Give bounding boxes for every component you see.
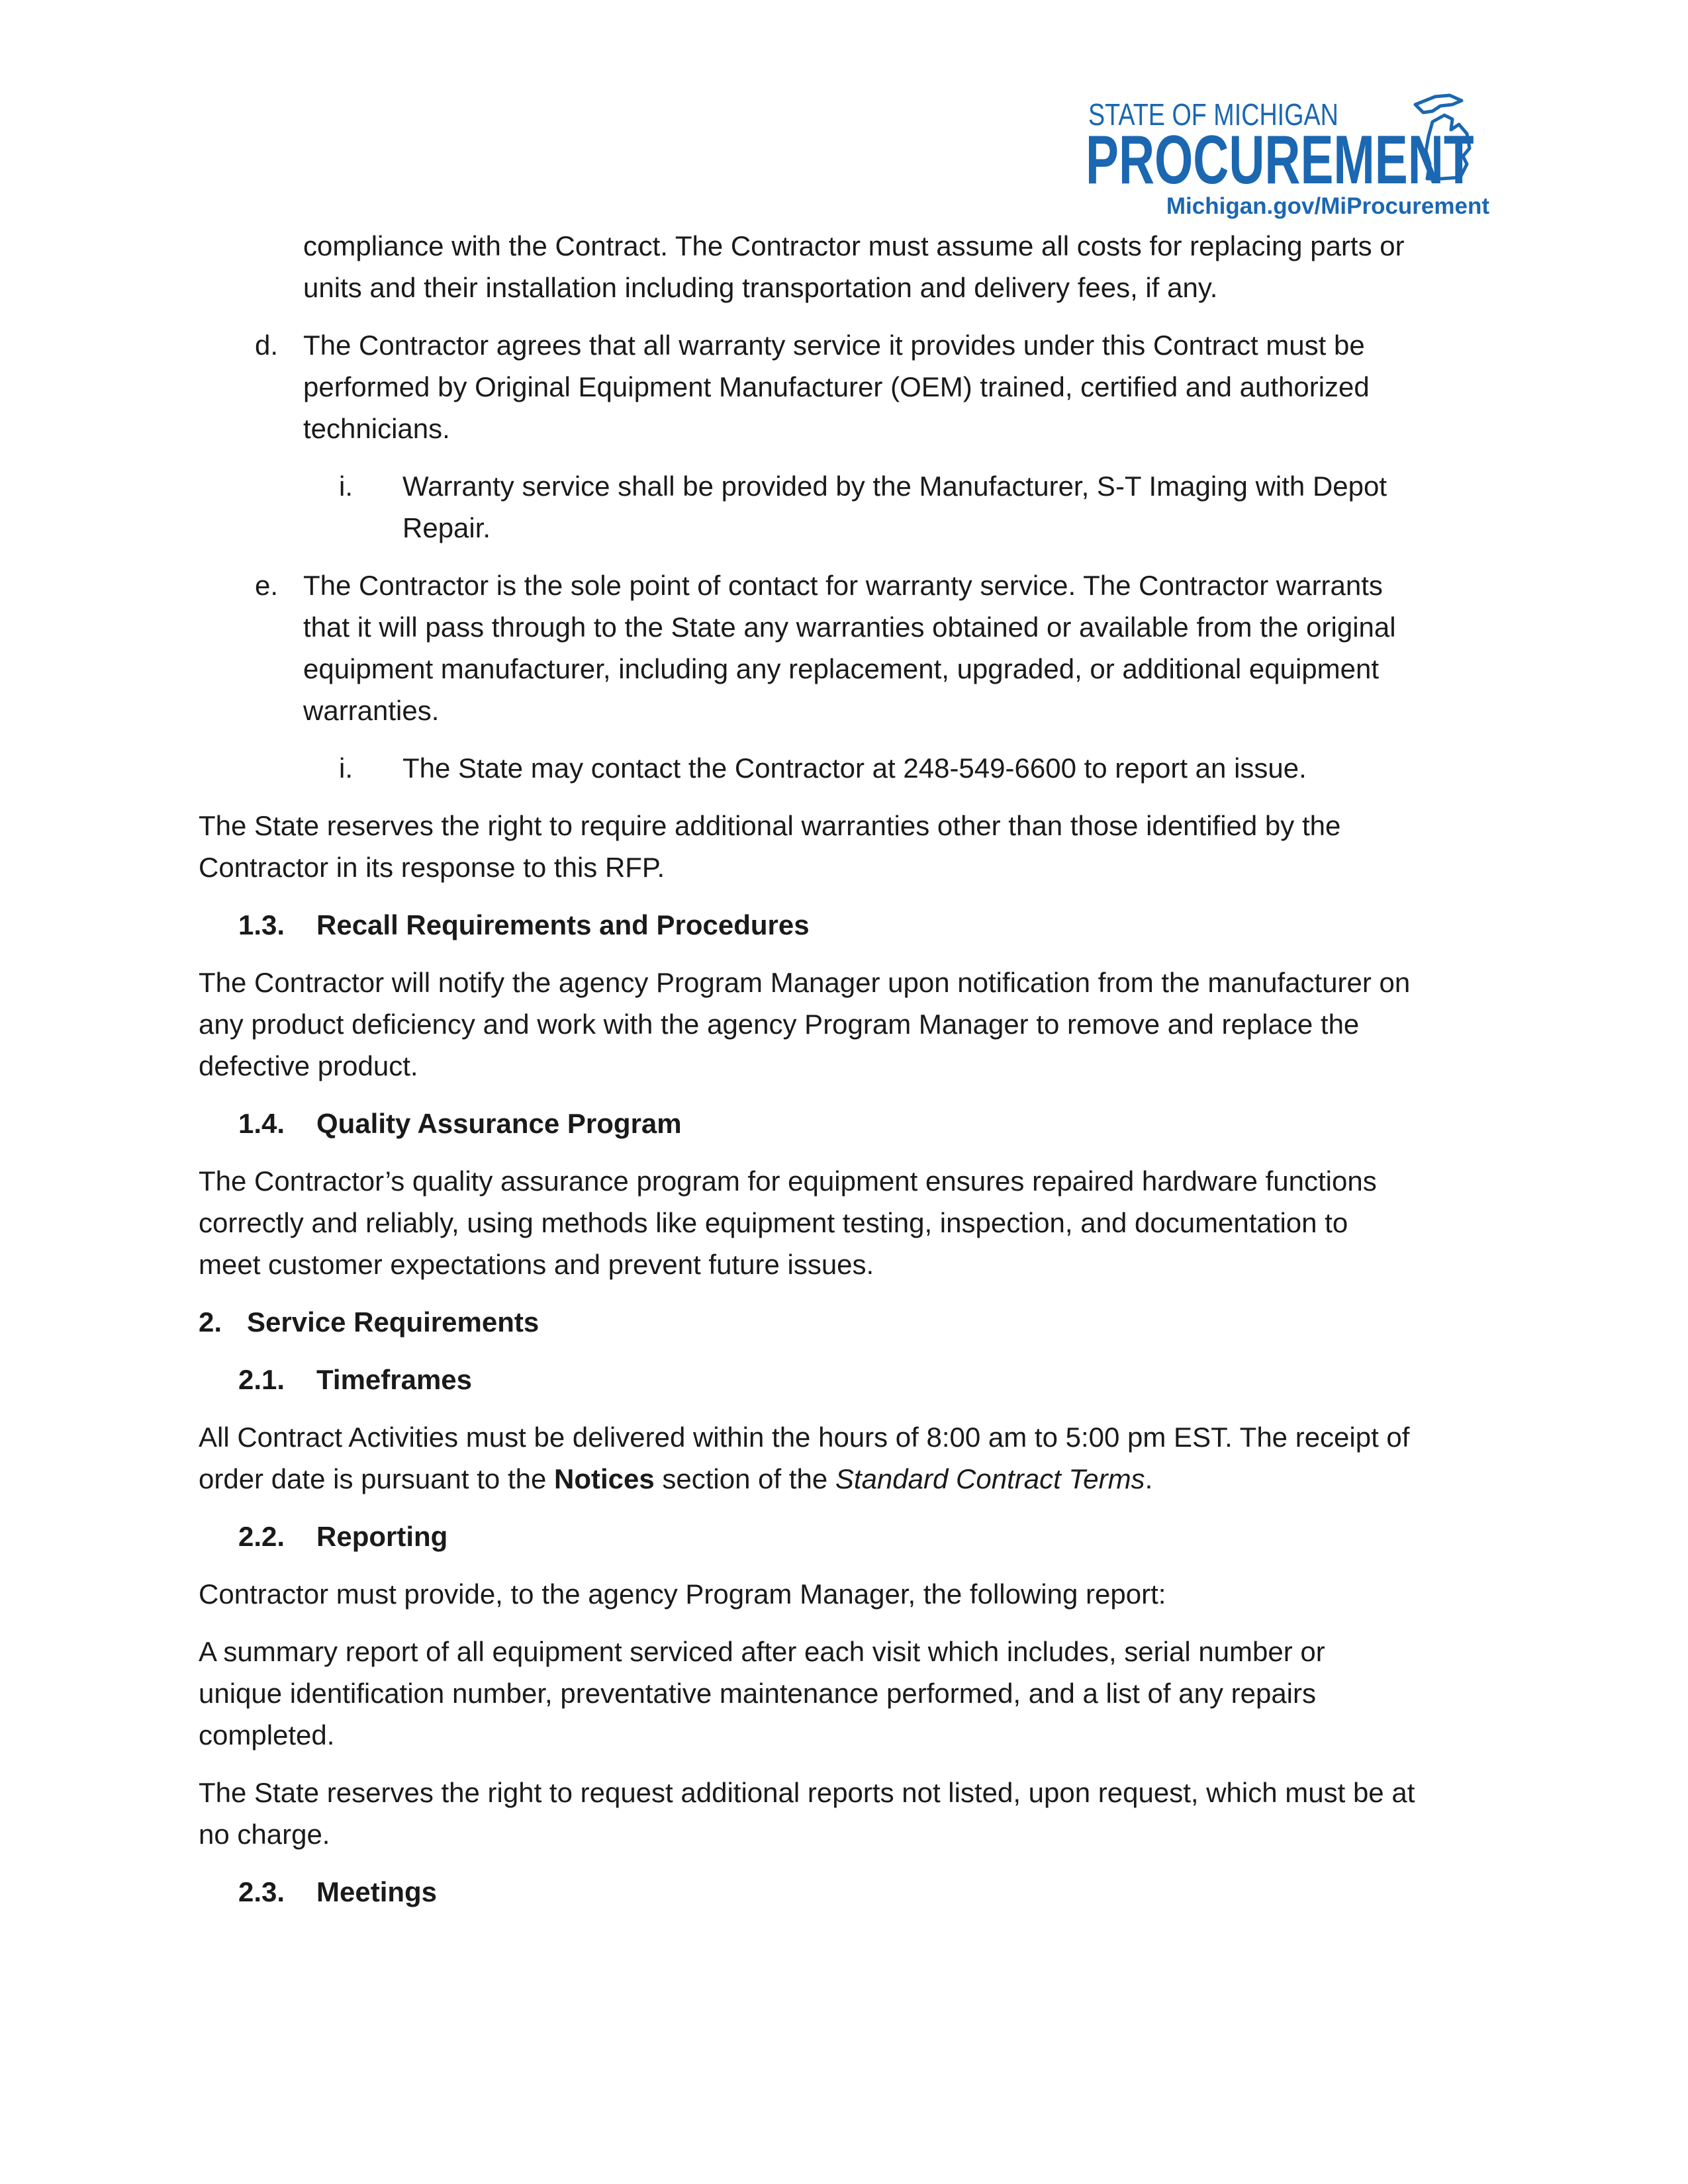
item-d-sub-marker: i. (339, 471, 353, 502)
logo-url: Michigan.gov/MiProcurement (1166, 193, 1489, 219)
section-2-2-title: Reporting (316, 1521, 448, 1552)
section-2-2-number: 2.2. (238, 1521, 285, 1552)
section-1-3-line-2: any product deficiency and work with the agency Program Manager to remove and replace the (199, 1009, 1360, 1040)
section-1-3-line-3: defective product. (199, 1050, 418, 1081)
item-e-sub-marker: i. (339, 752, 353, 784)
item-d-line-3: technicians. (303, 413, 450, 444)
item-d-sub-line-2: Repair. (402, 512, 491, 543)
section-1-4-line-3: meet customer expectations and prevent future issues. (199, 1249, 874, 1280)
section-1-3-line-1: The Contractor will notify the agency Program Manager upon notification from the manufacturer on (199, 967, 1411, 998)
michigan-map-icon (1389, 93, 1488, 185)
section-1-4-line-1: The Contractor’s quality assurance program for equipment ensures repaired hardware functions (199, 1165, 1377, 1197)
section-2-1-number: 2.1. (238, 1364, 285, 1395)
section-1-4-title: Quality Assurance Program (316, 1108, 682, 1139)
procurement-logo (1079, 93, 1503, 225)
section-1-4-number: 1.4. (238, 1108, 285, 1139)
item-d-line-2: performed by Original Equipment Manufacturer (OEM) trained, certified and authorized (303, 371, 1370, 402)
section-2-1-title: Timeframes (316, 1364, 473, 1395)
section-2-2-para-3-line-1: The State reserves the right to request additional reports not listed, upon request, which must be at (199, 1777, 1415, 1808)
line-text: . (1145, 1463, 1153, 1494)
section-1-3-number: 1.3. (238, 909, 285, 940)
section-2-1-line-2 (199, 1458, 1152, 1500)
line-text: section of the (654, 1463, 835, 1494)
section-2-title: Service Requirements (247, 1306, 539, 1338)
section-2-1-line-1: All Contract Activities must be delivered within the hours of 8:00 am to 5:00 pm EST. The receipt of (199, 1422, 1410, 1453)
logo-state-text: STATE OF MICHIGAN (1088, 97, 1338, 132)
state-reserves-line-1: The State reserves the right to require additional warranties other than those identified by the (199, 810, 1341, 841)
item-e-line-3: equipment manufacturer, including any replacement, upgraded, or additional equipment (303, 653, 1380, 684)
section-2-number: 2. (199, 1306, 222, 1338)
state-reserves-line-2: Contractor in its response to this RFP. (199, 852, 665, 883)
item-d-line-1: The Contractor agrees that all warranty service it provides under this Contract must be (303, 330, 1365, 361)
logo-procurement-text: PROCUREMENT (1086, 122, 1474, 199)
item-c-line-1: compliance with the Contract. The Contractor must assume all costs for replacing parts or (303, 230, 1405, 261)
section-2-2-para-3-line-2: no charge. (199, 1819, 330, 1850)
section-2-3-number: 2.3. (238, 1876, 285, 1907)
section-2-2-para-2-line-1: A summary report of all equipment serviced after each visit which includes, serial number or (199, 1636, 1325, 1667)
item-c-line-2: units and their installation including transportation and delivery fees, if any. (303, 272, 1218, 303)
item-d-sub-line-1: Warranty service shall be provided by the Manufacturer, S-T Imaging with Depot (402, 471, 1387, 502)
item-e-line-1: The Contractor is the sole point of contact for warranty service. The Contractor warrants (303, 570, 1383, 601)
item-d-marker: d. (255, 330, 279, 361)
item-e-sub-line-1: The State may contact the Contractor at 248-549-6600 to report an issue. (402, 752, 1307, 784)
standard-contract-terms-text: Standard Contract Terms (835, 1463, 1145, 1494)
item-e-line-4: warranties. (303, 695, 440, 726)
section-2-3-title: Meetings (316, 1876, 438, 1907)
notices-link-text: Notices (554, 1463, 655, 1494)
section-1-4-line-2: correctly and reliably, using methods like equipment testing, inspection, and documentation to (199, 1207, 1348, 1238)
item-e-line-2: that it will pass through to the State any warranties obtained or available from the original (303, 612, 1396, 643)
section-1-3-title: Recall Requirements and Procedures (316, 909, 810, 940)
section-2-2-para-2-line-2: unique identification number, preventative maintenance performed, and a list of any repairs (199, 1678, 1316, 1709)
line-text: order date is pursuant to the (199, 1463, 554, 1494)
section-2-2-para-2-line-3: completed. (199, 1719, 335, 1751)
section-2-2-para-1: Contractor must provide, to the agency Program Manager, the following report: (199, 1578, 1166, 1610)
item-e-marker: e. (255, 570, 279, 601)
